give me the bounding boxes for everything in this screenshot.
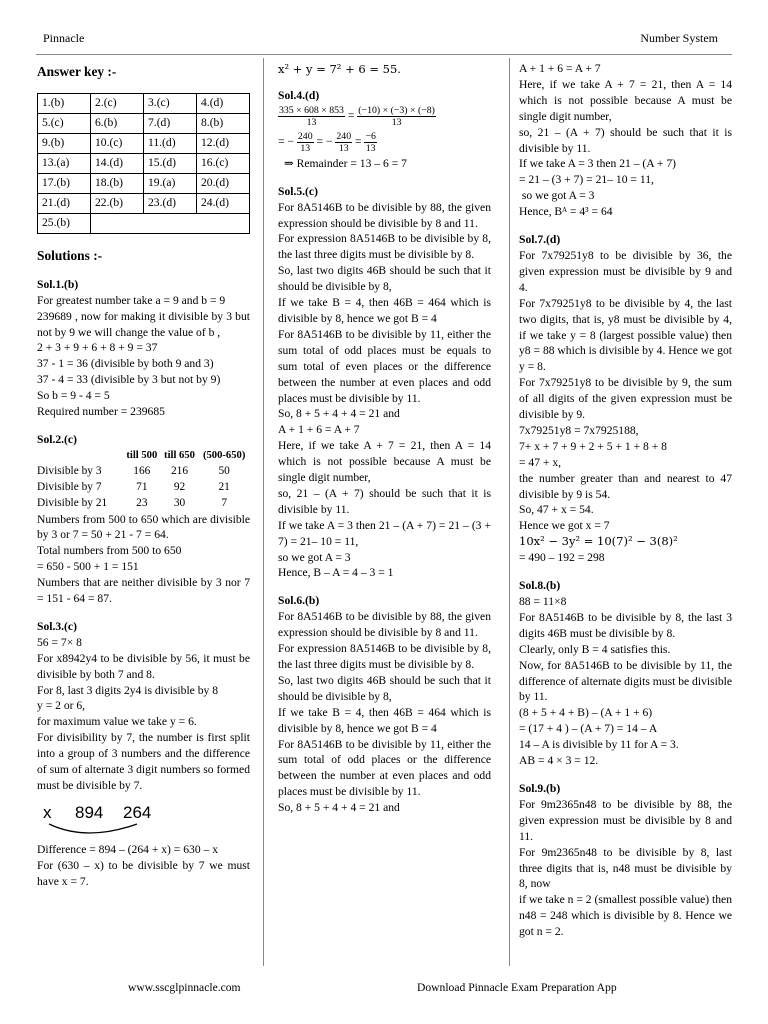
sol5-line: For expression 8A5146B to be divisible by 8, the last three digits must be divisible by 8. bbox=[278, 232, 491, 262]
sol9-line: For 9m2365n48 to be divisible by 88, the given expression must be divisible by 8 and 11. bbox=[519, 797, 732, 843]
table-cell: 15.(d) bbox=[144, 153, 197, 173]
table-cell: 21 bbox=[218, 480, 230, 493]
sol6-line: For expression 8A5146B to be divisible by 8, the last three digits must be divisible by 8. bbox=[278, 642, 491, 671]
sol1-line: 239689 , now for making it divisible by 3 but not by 9 we will change the value of b , bbox=[37, 309, 250, 339]
sol8-line: AB = 4 × 3 = 12. bbox=[519, 754, 599, 768]
sol8-line: For 8A5146B to be divisible by 8, the last 3 digits 46B must be divisible by 8. bbox=[519, 610, 732, 640]
sol9-line: For 9m2365n48 to be divisible by 8, last three digits that is, n48 must be divisible by 8, now bbox=[519, 845, 732, 891]
equals-sign: = bbox=[347, 108, 355, 122]
header-right: Number System bbox=[640, 31, 718, 45]
sol5-line: so we got A = 3 bbox=[278, 550, 351, 564]
digit-grouping-svg bbox=[37, 800, 250, 840]
column-divider-1 bbox=[263, 58, 264, 966]
table-cell: Divisible by 3 bbox=[37, 464, 102, 477]
table-header-cell: till 650 bbox=[164, 449, 195, 461]
sol7-equation: 10x² − 3y² = 10(7)² − 3(8)² bbox=[519, 534, 678, 549]
sol8-title: Sol.8.(b) bbox=[519, 579, 561, 593]
sol5-line: For 8A5146B to be divisible by 88, the given expression should be divisible by 8 and 11. bbox=[278, 200, 491, 230]
fraction-numerator: 240 bbox=[297, 130, 313, 142]
table-cell: 25.(b) bbox=[38, 213, 91, 233]
column-1 bbox=[37, 60, 250, 890]
table-cell: 166 bbox=[133, 464, 151, 477]
sol2-line: Numbers that are neither divisible by 3 nor 7 = 151 - 64 = 87. bbox=[37, 576, 250, 606]
table-cell: Divisible by 7 bbox=[37, 480, 102, 493]
sol1-title: Sol.1.(b) bbox=[37, 277, 79, 291]
sol9-title: Sol.9.(b) bbox=[519, 781, 561, 795]
sol7-title: Sol.7.(d) bbox=[519, 233, 561, 247]
group-894: 894 bbox=[75, 802, 104, 822]
col3-line: Hence, Bᴬ = 4³ = 64 bbox=[519, 205, 613, 219]
table-cell: 16.(c) bbox=[197, 153, 250, 173]
table-cell: 3.(c) bbox=[144, 93, 197, 113]
sol7-line: For 7x79251y8 to be divisible by 36, the given expression must be divisible by 9 and 4. bbox=[519, 248, 732, 294]
sol7-line: So, 47 + x = 54. bbox=[519, 503, 594, 517]
table-cell: 24.(d) bbox=[197, 193, 250, 213]
table-cell: 50 bbox=[218, 464, 230, 477]
column-divider-2 bbox=[509, 58, 510, 966]
sol5-line: So, 8 + 5 + 4 + 4 = 21 and bbox=[278, 407, 400, 421]
table-row bbox=[38, 133, 250, 153]
table-cell-empty bbox=[91, 213, 250, 233]
fraction-numerator: 335 × 608 × 853 bbox=[279, 104, 344, 116]
sol5-line: So, last two digits 46B should be such that it should be divisible by 8, bbox=[278, 264, 491, 294]
fraction-denominator: 13 bbox=[338, 142, 349, 154]
sol1-line: 2 + 3 + 9 + 6 + 8 + 9 = 37 bbox=[37, 341, 158, 355]
sol1-line: 37 - 4 = 33 (divisible by 3 but not by 9) bbox=[37, 373, 221, 387]
sol9-line: if we take n = 2 (smallest possible value) then n48 = 248 which is divisible by 8. Hence we got n = 2. bbox=[519, 893, 732, 939]
sol1-line: Required number = 239685 bbox=[37, 405, 165, 419]
sol6-line: For 8A5146B to be divisible by 11, either the sum total of odd places or the difference between the number at even places and odd places must be divisible by 11. bbox=[278, 737, 491, 799]
sol8-line: Clearly, only B = 4 satisfies this. bbox=[519, 642, 671, 656]
table-cell: 2.(c) bbox=[91, 93, 144, 113]
answer-key-title: Answer key :- bbox=[37, 64, 117, 79]
table-cell: 7 bbox=[221, 496, 228, 509]
column-3 bbox=[519, 60, 732, 940]
fraction bbox=[278, 105, 345, 128]
sol7-line: For 7x79251y8 to be divisible by 9, the sum of all digits of the given expression must be divisible by 9. bbox=[519, 376, 732, 422]
sol3-line: 56 = 7× 8 bbox=[37, 635, 82, 649]
sol8-line: 14 – A is divisible by 11 for A = 3. bbox=[519, 738, 679, 752]
sol3-line: For (630 – x) to be divisible by 7 we must have x = 7. bbox=[37, 858, 250, 888]
fraction-denominator: 13 bbox=[300, 142, 311, 154]
grouping-arc bbox=[49, 824, 137, 833]
table-cell: 21.(d) bbox=[38, 193, 91, 213]
col3-line: so we got A = 3 bbox=[519, 189, 595, 203]
fraction bbox=[335, 131, 352, 154]
table-cell: 23.(d) bbox=[144, 193, 197, 213]
sol1-line: For greatest number take a = 9 and b = 9 bbox=[37, 293, 226, 307]
col3-line: Here, if we take A + 7 = 21, then A = 14 which is not possible because A must be single digit number, bbox=[519, 77, 732, 123]
table-row bbox=[37, 496, 250, 512]
divisibility-table bbox=[37, 448, 250, 512]
sol3-title: Sol.3.(c) bbox=[37, 619, 77, 633]
col2-top-equation: x² + y = 7² + 6 = 55. bbox=[278, 62, 401, 76]
sol7-line: the number greater than and nearest to 47 divisible by 9 is 54. bbox=[519, 471, 732, 501]
sol2-line: = 650 - 500 + 1 = 151 bbox=[37, 560, 139, 574]
table-row bbox=[37, 464, 250, 480]
table-header-row bbox=[37, 448, 250, 464]
sol7-line: 7x79251y8 = 7x7925188, bbox=[519, 423, 639, 437]
sol8-line: = (17 + 4 ) – (A + 7) = 14 – A bbox=[519, 722, 658, 736]
table-cell: 216 bbox=[170, 464, 189, 477]
column-2 bbox=[278, 60, 491, 816]
sol6-line: So, 8 + 5 + 4 + 4 = 21 and bbox=[278, 801, 400, 815]
equals-minus-sign: = − bbox=[278, 134, 294, 148]
table-cell: 92 bbox=[173, 480, 186, 493]
fraction-denominator: 13 bbox=[306, 116, 317, 128]
sol5-line: Here, if we take A + 7 = 21, then A = 14 which is not possible because A must be single digit number, bbox=[278, 439, 491, 485]
footer-app-text: Download Pinnacle Exam Preparation App bbox=[417, 981, 617, 994]
sol3-line: for maximum value we take y = 6. bbox=[37, 715, 197, 729]
table-cell: 22.(b) bbox=[91, 193, 144, 213]
table-row bbox=[38, 93, 250, 113]
table-cell: 4.(d) bbox=[197, 93, 250, 113]
table-row bbox=[38, 193, 250, 213]
table-cell: 6.(b) bbox=[91, 113, 144, 133]
table-cell: 23 bbox=[136, 496, 148, 509]
table-header-cell: (500-650) bbox=[202, 449, 246, 461]
col3-line: A + 1 + 6 = A + 7 bbox=[519, 62, 601, 75]
table-cell: Divisible by 21 bbox=[37, 496, 108, 509]
table-cell: 9.(b) bbox=[38, 133, 91, 153]
col3-line: If we take A = 3 then 21 – (A + 7) bbox=[519, 157, 677, 171]
sol7-line: 7+ x + 7 + 9 + 2 + 5 + 1 + 8 + 8 bbox=[519, 439, 667, 453]
sol2-title: Sol.2.(c) bbox=[37, 432, 77, 446]
equals-sign: = bbox=[355, 134, 362, 148]
sol5-line: Hence, B – A = 4 – 3 = 1 bbox=[278, 566, 394, 580]
sol5-line: A + 1 + 6 = A + 7 bbox=[278, 423, 360, 437]
table-cell: 19.(a) bbox=[144, 173, 197, 193]
sol3-line: Difference = 894 – (264 + x) = 630 – x bbox=[37, 842, 219, 856]
sol4-remainder: ⇒ Remainder = 13 – 6 = 7 bbox=[284, 156, 407, 170]
table-cell: 30 bbox=[173, 496, 186, 509]
table-cell: 14.(d) bbox=[91, 153, 144, 173]
sol4-fraction-line-2 bbox=[278, 131, 491, 154]
table-header-cell: till 500 bbox=[126, 449, 158, 461]
table-row bbox=[37, 480, 250, 496]
header-rule bbox=[36, 54, 732, 55]
sol3-line: y = 2 or 6, bbox=[37, 699, 86, 713]
table-cell: 10.(c) bbox=[91, 133, 144, 153]
group-x: x bbox=[43, 802, 52, 822]
sol6-line: For 8A5146B to be divisible by 88, the given expression should be divisible by 8 and 11. bbox=[278, 610, 491, 640]
table-cell: 17.(b) bbox=[38, 173, 91, 193]
sol4-title: Sol.4.(d) bbox=[278, 88, 320, 102]
sol3-line: For divisibility by 7, the number is first split into a group of 3 numbers and the difference of sum of alternate 3 digit numbers so formed must be divisible by 7. bbox=[37, 731, 250, 792]
table-cell: 7.(d) bbox=[144, 113, 197, 133]
sol2-line: Numbers from 500 to 650 which are divisible by 3 or 7 = 50 + 21 - 7 = 64. bbox=[37, 512, 250, 542]
sol5-line: so, 21 – (A + 7) should be such that it is divisible by 11. bbox=[278, 486, 491, 516]
header-left: Pinnacle bbox=[43, 31, 85, 45]
sol5-title: Sol.5.(c) bbox=[278, 184, 318, 198]
fraction-denominator: 13 bbox=[391, 116, 402, 128]
sol8-line: 88 = 11×8 bbox=[519, 595, 567, 608]
sol4-fraction-line-1 bbox=[278, 105, 491, 128]
table-header-cell bbox=[37, 448, 123, 464]
equals-minus-sign: = − bbox=[316, 134, 333, 148]
sol7-line: Hence we got x = 7 bbox=[519, 519, 610, 533]
fraction-numerator: 240 bbox=[336, 130, 352, 142]
answer-key-table bbox=[37, 93, 250, 234]
sol3-line: For 8, last 3 digits 2y4 is divisible by 8 bbox=[37, 683, 218, 697]
table-cell: 18.(b) bbox=[91, 173, 144, 193]
sol6-line: If we take B = 4, then 46B = 464 which is divisible by 8, hence we got B = 4 bbox=[278, 705, 491, 735]
sol1-line: 37 - 1 = 36 (divisible by both 9 and 3) bbox=[37, 357, 214, 371]
table-row bbox=[38, 113, 250, 133]
group-264: 264 bbox=[123, 802, 152, 822]
sol2-line: Total numbers from 500 to 650 bbox=[37, 544, 182, 558]
sol7-line: = 490 – 192 = 298 bbox=[519, 551, 605, 565]
fraction-denominator: 13 bbox=[365, 142, 376, 154]
sol8-line: (8 + 5 + 4 + B) – (A + 1 + 6) bbox=[519, 706, 653, 720]
table-cell: 71 bbox=[136, 480, 148, 493]
page-header bbox=[43, 31, 718, 47]
sol7-line: = 47 + x, bbox=[519, 455, 562, 469]
sol6-title: Sol.6.(b) bbox=[278, 594, 320, 608]
table-cell: 5.(c) bbox=[38, 113, 91, 133]
sol5-line: If we take A = 3 then 21 – (A + 7) = 21 – (3 + 7) = 21– 10 = 11, bbox=[278, 518, 491, 548]
fraction bbox=[364, 131, 376, 154]
sol3-line: For x8942y4 to be divisible by 56, it must be divisible by both 7 and 8. bbox=[37, 651, 250, 681]
sol6-line: So, last two digits 46B should be such that it should be divisible by 8, bbox=[278, 673, 491, 703]
table-cell: 11.(d) bbox=[144, 133, 197, 153]
table-cell: 1.(b) bbox=[38, 93, 91, 113]
sol1-line: So b = 9 - 4 = 5 bbox=[37, 389, 110, 403]
table-cell: 12.(d) bbox=[197, 133, 250, 153]
sol7-line: For 7x79251y8 to be divisible by 4, the last two digits, that is, y8 must be divisible by 4, if we take y = 8 (largest possible value) then y8 = 88 which is divisible by 4. Hence we got y = 8. bbox=[519, 296, 732, 374]
footer-website-link[interactable]: www.sscglpinnacle.com bbox=[128, 981, 241, 994]
fraction-numerator: (−10) × (−3) × (−8) bbox=[358, 104, 435, 116]
solutions-title: Solutions :- bbox=[37, 247, 103, 263]
fraction bbox=[297, 131, 314, 154]
table-row bbox=[38, 213, 250, 233]
table-cell: 8.(b) bbox=[197, 113, 250, 133]
sol5-line: For 8A5146B to be divisible by 11, either the sum total of odd places must be equals to sum total of even places or the difference between the number at even places and odd places must be divisible by 11. bbox=[278, 327, 491, 405]
table-cell: 20.(d) bbox=[197, 173, 250, 193]
fraction-numerator: −6 bbox=[365, 130, 376, 142]
table-row bbox=[38, 173, 250, 193]
fraction bbox=[357, 105, 436, 128]
table-row bbox=[38, 153, 250, 173]
sol8-line: Now, for 8A5146B to be divisible by 11, the difference of alternate digits must be divisible by 11. bbox=[519, 658, 732, 704]
col3-line: so, 21 – (A + 7) should be such that it is divisible by 11. bbox=[519, 125, 732, 155]
col3-line: = 21 – (3 + 7) = 21– 10 = 11, bbox=[519, 173, 654, 187]
digit-grouping-diagram bbox=[37, 800, 250, 840]
sol5-line: If we take B = 4, then 46B = 464 which is divisible by 8, hence we got B = 4 bbox=[278, 296, 491, 325]
table-cell: 13.(a) bbox=[38, 153, 91, 173]
